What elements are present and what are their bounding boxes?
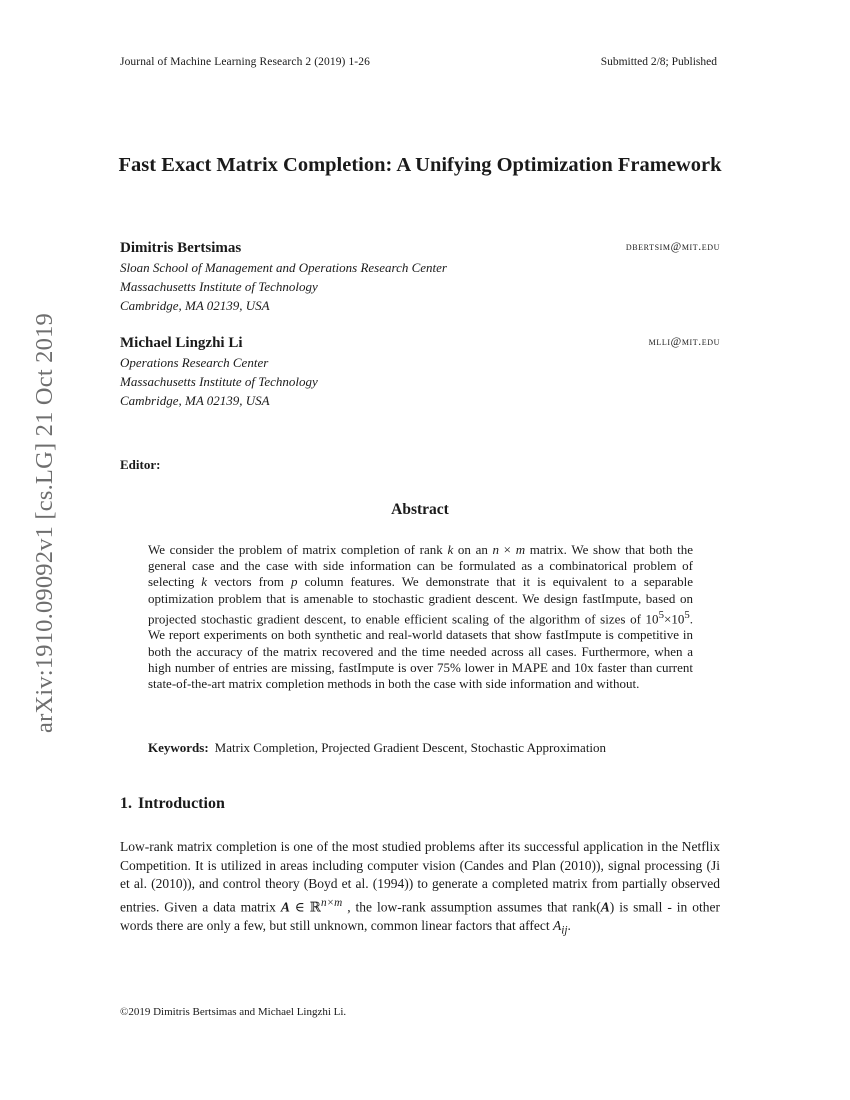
affiliation-line: Cambridge, MA 02139, USA xyxy=(120,298,270,313)
author-email: dbertsim@mit.edu xyxy=(625,241,720,253)
arxiv-identifier: arXiv:1910.09092v1 [cs.LG] 21 Oct 2019 xyxy=(31,313,59,733)
affiliation-line: Operations Research Center xyxy=(120,355,269,370)
abstract-text: We consider the problem of matrix completion of rank k on an n × m matrix. We show that both the general case and the case with side information can be formulated as a combinatorical problem of selecting k vectors from p column features. We demonstrate that it is equivalent to a separable optimization problem that is amenable to stochastic gradient descent. We design fastImpute, based on projected stochastic gradient descent, to enable efficient scaling of the algorithm of sizes of $10^5\times 10^5$. We report experiments on both synthetic and real-world datasets that show fastImpute is competitive in both the accuracy of the matrix recovered and the time needed across all cases. Furthermore, when a high number of entries are missing, fastImpute is over 75% lower in MAPE and 10x faster than current state-of-the-art matrix completion methods in both the case with side information and without. xyxy=(148,542,693,691)
affiliation-line: Massachusetts Institute of Technology xyxy=(120,374,318,389)
keywords-label: Keywords: xyxy=(148,740,209,755)
copyright-footer: ©2019 Dimitris Bertsimas and Michael Lingzhi Li. xyxy=(120,1006,347,1018)
abstract-heading: Abstract xyxy=(391,501,449,518)
submission-info: Submitted 2/8; Published xyxy=(600,56,717,68)
paper-title: Fast Exact Matrix Completion: A Unifying Optimization Framework xyxy=(118,154,722,176)
affiliation-line: Sloan School of Management and Operations Research Center xyxy=(120,260,447,275)
section-number: 1. xyxy=(120,795,132,812)
author-block xyxy=(120,239,720,315)
intro-paragraph: Low-rank matrix completion is one of the most studied problems after its successful application in the Netflix Competition. It is utilized in areas including computer vision (Candes and Plan (2010)), signal processing (Ji et al. (2010)), and control theory (Boyd et al. (1994)) to generate a completed matrix from partially observed entries. Given a data matrix A ∈ ℝ$^{n\times m}$ , the low-rank assumption assumes that rank(A) is small - in other words there are only a few, but still unknown, common linear factors that affect $A_{ij}$. xyxy=(120,839,720,937)
author-block xyxy=(120,334,720,410)
journal-header: Journal of Machine Learning Research 2 (2019) 1-26 xyxy=(120,56,370,68)
keywords-text: Matrix Completion, Projected Gradient Descent, Stochastic Approximation xyxy=(214,740,607,755)
author-name: Michael Lingzhi Li xyxy=(120,335,243,351)
editor-label: Editor: xyxy=(120,457,161,472)
author-email: mlli@mit.edu xyxy=(648,336,720,348)
section-title: Introduction xyxy=(138,795,225,812)
author-name: Dimitris Bertsimas xyxy=(120,240,242,256)
affiliation-line: Cambridge, MA 02139, USA xyxy=(120,393,270,408)
keywords xyxy=(148,740,708,756)
arxiv-sidebar xyxy=(25,268,65,778)
section-heading xyxy=(120,795,225,813)
affiliation-line: Massachusetts Institute of Technology xyxy=(120,279,318,294)
